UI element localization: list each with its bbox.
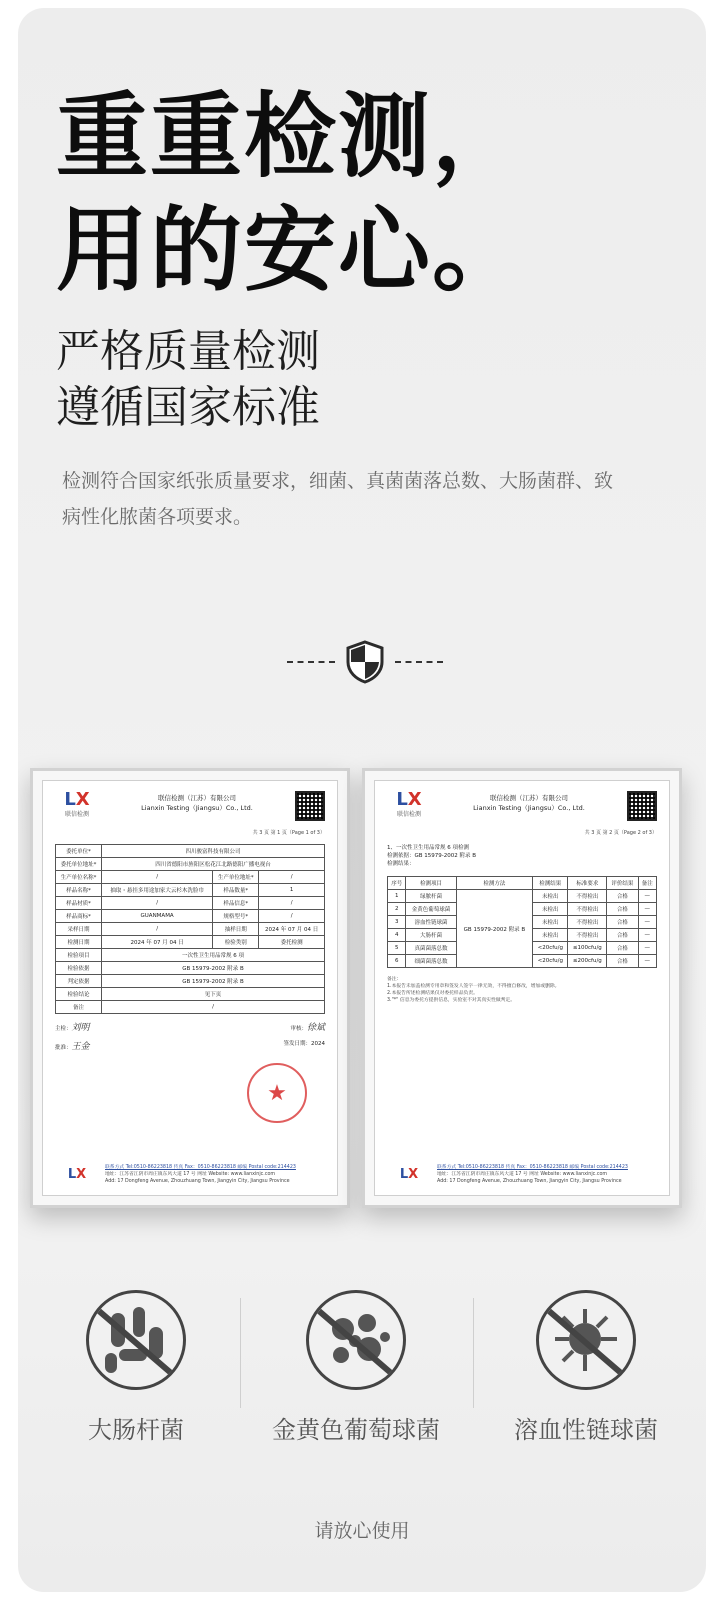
bacteria-label: 金黄色葡萄球菌 [272, 1416, 440, 1444]
certificate-footer: LX 联系方式 Tel:0510-86223818 传真 Fax：0510-86223818 邮编 Postal code:214423 地址：江苏省江阴市周庄镇东风大道 17 号 网址 Website: www.lianxinjc.com Add: 17 Dongfeng Avenue, Zhouzhuang Town, Jiangyin City, Jiangsu Province [67, 1165, 296, 1184]
shield-icon [345, 640, 385, 684]
section-divider [280, 640, 450, 684]
qr-code-icon [295, 791, 325, 821]
certificate-company: 联信检测（江苏）有限公司 Lianxin Testing（Jiangsu）Co., Ltd. [473, 794, 585, 812]
certificate-header [387, 791, 657, 825]
subheadline-line-2: 遵循国家标准 [56, 382, 320, 433]
certificate-header [55, 791, 325, 825]
certificate-page-2[interactable] [362, 768, 682, 1208]
divider-dash-right [395, 661, 443, 663]
certificate-info-table: 委托单位* 四川骏富科技有限公司 委托单位地址* 四川省德阳市旌阳区松花江北路德阳广播电视台 生产单位名称* / 生产单位地址* / 样品名称* 抽取・悬挂多用途加家大云杉木洗脸巾 样品数量* 1 样品材质* / 样品信息* / 样品商标* GUANMAMA 规格型号* / 采样日期 / 抽样日期 2024 年 07 月 04 日 检测日期 2024 年 07 月 04 日 检验类别 委托检测 检验项目 一次性卫生用品常规 6 项 检验依据 GB 15979-2002 附录 B 判定依据 GB 15979-2002 附录 B 检验结论 见下页 备注 / [55, 844, 325, 1014]
page-headline [56, 80, 526, 308]
certificate-sheet [42, 780, 338, 1196]
no-e-coli-icon [86, 1290, 186, 1390]
no-staphylococcus-icon [306, 1290, 406, 1390]
subheadline-line-1: 严格质量检测 [56, 326, 320, 377]
bacteria-list [18, 1290, 706, 1460]
tests-title: 1、一次性卫生用品常规 6 项检测 检测依据：GB 15979-2002 附录 B 检测结果： [387, 845, 477, 867]
report-number-line: 共 3 页 第 1 页（Page 1 of 3） [252, 830, 325, 836]
description-text: 检测符合国家纸张质量要求，细菌、真菌菌落总数、大肠菌群、致病性化脓菌各项要求。 [62, 470, 614, 528]
lianxin-logo: LX 联信检测 [396, 789, 422, 818]
bacteria-item-streptococcus [486, 1290, 686, 1445]
divider-dash-left [287, 661, 335, 663]
page-subheadline [56, 324, 320, 436]
bacteria-item-staphylococcus [256, 1290, 456, 1445]
certificates-area [18, 768, 706, 1218]
signature-row-2: 批准：王金 签发日期：2024 [55, 1041, 325, 1052]
qr-code-icon [627, 791, 657, 821]
certificate-page-1[interactable] [30, 768, 350, 1208]
bacteria-label: 大肠杆菌 [88, 1416, 184, 1444]
certificate-footer: LX 联系方式 Tel:0510-86223818 传真 Fax：0510-86223818 邮编 Postal code:214423 地址：江苏省江阴市周庄镇东风大道 17 号 网址 Website: www.lianxinjc.com Add: 17 Dongfeng Avenue, Zhouzhuang Town, Jiangyin City, Jiangsu Province [399, 1165, 628, 1184]
lianxin-logo: LX 联信检测 [64, 789, 90, 818]
report-number-line: 共 3 页 第 2 页（Page 2 of 3） [584, 830, 657, 836]
headline-line-2: 用的安心。 [56, 197, 527, 304]
signature-row: 主检：刘明 审核：徐斌 [55, 1023, 325, 1033]
footer-text: 请放心使用 [314, 1520, 410, 1542]
certificate-notes: 备注： 1.本报告未加盖检测专用章和签发人签字一律无效，不得擅自修改，增加或删除。 2.本报告所述检测结果仅对委托样品负责。 3."*" 信息为委托方提供信息，实验室不对其真实性做判定。 [387, 977, 560, 1003]
test-results-table: 序号 检测项目 检测方法 检测结果 标准要求 评价结果 备注 1 绿脓杆菌 GB 15979-2002 附录 B 未检出 不得检出 合格 — 2 金黄色葡萄球菌 未检出 不得检出 合格 — 3 溶血性链球菌 未检出 不得检出 合格 — 4 大肠杆菌 未检出 不得检出 合格 — 5 真菌菌落总数 <20cfu/g ≤100cfu/g 合格 — 6 细菌菌落总数 <20cfu/g ≤200cfu/g 合格 — [387, 876, 657, 968]
no-streptococcus-icon [536, 1290, 636, 1390]
headline-line-1: 重重检测， [56, 83, 527, 190]
certificate-sheet [374, 780, 670, 1196]
certificate-company: 联信检测（江苏）有限公司 Lianxin Testing（Jiangsu）Co., Ltd. [141, 794, 253, 812]
red-stamp-icon: ★ [247, 1063, 307, 1123]
bacteria-label: 溶血性链球菌 [514, 1416, 658, 1444]
bacteria-item-e-coli [36, 1290, 236, 1445]
product-detail-card [18, 8, 706, 1592]
